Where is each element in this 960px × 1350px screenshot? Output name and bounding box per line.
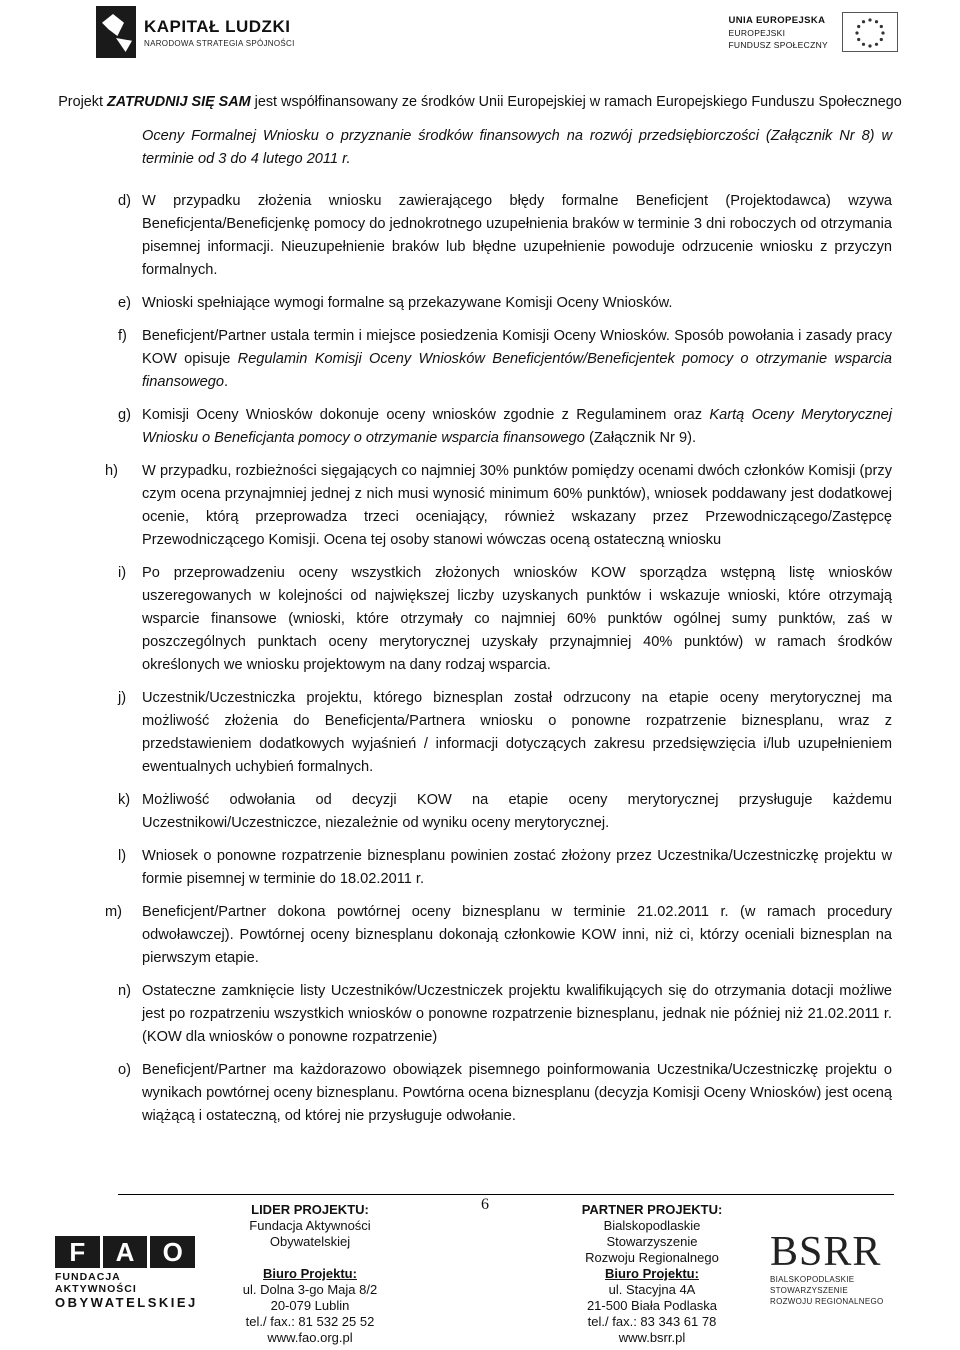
project-suffix: jest współfinansowany ze środków Unii Europejskiej w ramach Europejskiego Funduszu Społecznego (254, 94, 902, 110)
project-funding-line (0, 94, 960, 110)
item-text: Możliwość odwołania od decyzji KOW na etapie oceny merytorycznej przysługuje każdemu Uczestnikowi/Uczestniczce, niezależnie od wyniku oceny merytorycznej. (142, 792, 892, 831)
eu-flag-icon (842, 12, 898, 52)
item-text: Beneficjent/Partner ma każdorazowo obowiązek pisemnego poinformowania Uczestnika/Uczestniczkę projektu o wynikach powtórnej oceny biznesplanu. Powtórna ocena biznesplanu (decyzja Komisji Oceny Wniosków) jest oceną wiążącą i ostateczną, od której nie przysługuje odwołanie. (142, 1062, 892, 1124)
fao-text-2: OBYWATELSKIEJ (55, 1295, 198, 1310)
partner-info (564, 1202, 740, 1346)
list-item (105, 901, 892, 970)
item-text: Wnioski spełniające wymogi formalne są przekazywane Komisji Oceny Wniosków. (142, 295, 673, 311)
item-label: f) (118, 328, 127, 344)
partner-name-3: Rozwoju Regionalnego (585, 1250, 719, 1265)
list-item (118, 404, 892, 450)
item-label: d) (118, 193, 131, 209)
leader-name-1: Fundacja Aktywności (249, 1218, 371, 1233)
item-label: j) (118, 690, 127, 706)
item-text: W przypadku, rozbieżności sięgających co najmniej 30% punktów pomiędzy ocenami dwóch członków Komisji (przy czym ocena przynajmniej jednej z nich musi wynosić minimum 60% punktów), wniosek poddawany jest dodatkowej ocenie, którą przeprowadza trzeci oceniający, również wskazany przez Przewodniczącego/Zastępcę Przewodniczącego Komisji. Ocena tej osoby stanowi wówczas oceną ostateczną wniosku (142, 463, 892, 548)
item-label: g) (118, 407, 131, 423)
item-text: Komisji Oceny Wniosków dokonuje oceny wniosków zgodnie z Regulaminem oraz Kartą Oceny Merytorycznej Wniosku o Beneficjanta pomocy o otrzymanie wsparcia finansowego (Załącznik Nr 9). (142, 407, 892, 446)
partner-address-1: ul. Stacyjna 4A (608, 1282, 696, 1297)
list-item (118, 687, 892, 779)
list-item (118, 980, 892, 1049)
item-text: Beneficjent/Partner dokona powtórnej oceny biznesplanu w terminie 21.02.2011 r. (w ramach procedury odwoławczej). Powtórnej oceny biznesplanu dokonają członkowie KOW inni, niż ci, którzy oceniali biznesplan na pierwszym etapie. (142, 904, 892, 966)
item-text: Beneficjent/Partner ustala termin i miejsce posiedzenia Komisji Oceny Wniosków. Sposób powołania i zasady pracy KOW opisuje Regulamin Komisji Oceny Wniosków Beneficjentów/Beneficjentek pomocy o otrzymanie wsparcia finansowego. (142, 328, 892, 390)
kapital-ludzki-emblem-icon (96, 6, 136, 58)
leader-name-2: Obywatelskiej (269, 1234, 351, 1249)
leader-address-2: 20-079 Lublin (270, 1298, 350, 1313)
eu-line-1: UNIA EUROPEJSKA (728, 14, 826, 26)
page-footer (0, 1180, 960, 1350)
leader-address-1: ul. Dolna 3-go Maja 8/2 (242, 1282, 378, 1297)
leader-office-heading: Biuro Projektu: (263, 1266, 357, 1281)
eu-line-3: FUNDUSZ SPOŁECZNY (728, 39, 828, 50)
item-text: Ostateczne zamknięcie listy Uczestników/Uczestniczek projektu kwalifikujących się do otrzymania dotacji możliwe jest po rozpatrzeniu wszystkich wniosków o ponowne rozpatrzenie biznesplanu, jednak nie później niż 21.02.2011 r. (KOW dla wniosków o ponowne rozpatrzenie) (142, 983, 892, 1045)
eu-logo (728, 12, 898, 52)
item-label: e) (118, 295, 131, 311)
bsrr-mark-icon: BSRR (770, 1229, 882, 1275)
project-prefix: Projekt (58, 94, 103, 110)
kapital-ludzki-logo (96, 6, 295, 58)
list-item (118, 562, 892, 677)
item-text: W przypadku złożenia wniosku zawierającego błędy formalne Beneficjent (Projektodawca) wzywa Beneficjenta/Beneficjenkę pomocy do jednokrotnego uzupełnienia braków w terminie 3 dni roboczych od otrzymania pisemnej informacji. Nieuzupełnienie braków lub błędne uzupełnienie powoduje odrzucenie wniosku z przyczyn formalnych. (142, 193, 892, 278)
partner-office-heading: Biuro Projektu: (605, 1266, 699, 1281)
item-text: Po przeprowadzeniu oceny wszystkich złożonych wniosków KOW sporządza wstępną listę wniosków uszeregowanych w kolejności od największej liczby uzyskanych punktów i wskazuje wnioski, które otrzymają wsparcie finansowe (wnioski, które otrzymały co najmniej 60% punktów ogólnej sumy punktów, zaś w poszczególnych punktach oceny merytorycznej uzyskały przynajmniej 40% punktów) w ramach środków określonych we wniosku projektowym na dany rodzaj wsparcia. (142, 565, 892, 673)
page-number: 6 (481, 1196, 489, 1213)
item-label: o) (118, 1062, 131, 1078)
partner-heading: PARTNER PROJEKTU: (581, 1202, 723, 1217)
project-name: ZATRUDNIJ SIĘ SAM (107, 94, 251, 110)
list-item (118, 845, 892, 891)
list-item (118, 292, 892, 315)
partner-name-1: Bialskopodlaskie (603, 1218, 701, 1233)
page-header (0, 0, 960, 110)
leader-website: www.fao.org.pl (267, 1330, 353, 1345)
item-label: n) (118, 983, 131, 999)
leader-heading: LIDER PROJEKTU: (251, 1202, 369, 1217)
bsrr-logo (770, 1230, 920, 1307)
kapital-ludzki-subtitle: NARODOWA STRATEGIA SPÓJNOŚCI (144, 38, 295, 48)
bsrr-text-1: BIALSKOPODLASKIE STOWARZYSZENIE (770, 1275, 855, 1295)
item-label: l) (118, 848, 127, 864)
list-item (118, 1059, 892, 1128)
partner-address-2: 21-500 Biała Podlaska (586, 1298, 718, 1313)
fao-text-1: FUNDACJA AKTYWNOŚCI (55, 1271, 137, 1295)
partner-name-2: Stowarzyszenie (606, 1234, 698, 1249)
fao-mark-icon: F A O (55, 1236, 195, 1268)
list-item (118, 325, 892, 394)
item-text: Wniosek o ponowne rozpatrzenie biznesplanu powinien zostać złożony przez Uczestnika/Uczestniczkę projektu w formie pisemnej w terminie do 18.02.2011 r. (142, 848, 892, 887)
item-label: h) (105, 463, 118, 479)
fao-logo (55, 1236, 198, 1310)
eu-line-2: EUROPEJSKI (728, 27, 786, 38)
item-text: Uczestnik/Uczestniczka projektu, którego biznesplan został odrzucony na etapie oceny merytorycznej ma możliwość złożenia do Beneficjenta/Partnera wniosku o ponowne rozpatrzenie biznesplanu, wraz z przedstawieniem dodatkowych wyjaśnień / informacji dotyczących zakresu przedsięwzięcia i/lub uzupełnieniem ewentualnych uchybień formalnych. (142, 690, 892, 775)
partner-website: www.bsrr.pl (618, 1330, 686, 1345)
partner-phone: tel./ fax.: 83 343 61 78 (587, 1314, 717, 1329)
footer-divider (118, 1194, 894, 1195)
document-body (105, 125, 892, 1128)
list-item (118, 190, 892, 282)
item-label: k) (118, 792, 131, 808)
intro-paragraph: Oceny Formalnej Wniosku o przyznanie środków finansowych na rozwój przedsiębiorczości (Załącznik Nr 8) w terminie od 3 do 4 lutego 2011 r. (142, 128, 892, 167)
list-item (105, 460, 892, 552)
item-label: m) (105, 904, 123, 920)
leader-info (222, 1202, 398, 1346)
kapital-ludzki-name: KAPITAŁ LUDZKI (144, 16, 291, 36)
list-item (118, 789, 892, 835)
bsrr-text-2: ROZWOJU REGIONALNEGO (770, 1297, 884, 1306)
item-label: i) (118, 565, 127, 581)
leader-phone: tel./ fax.: 81 532 25 52 (245, 1314, 375, 1329)
